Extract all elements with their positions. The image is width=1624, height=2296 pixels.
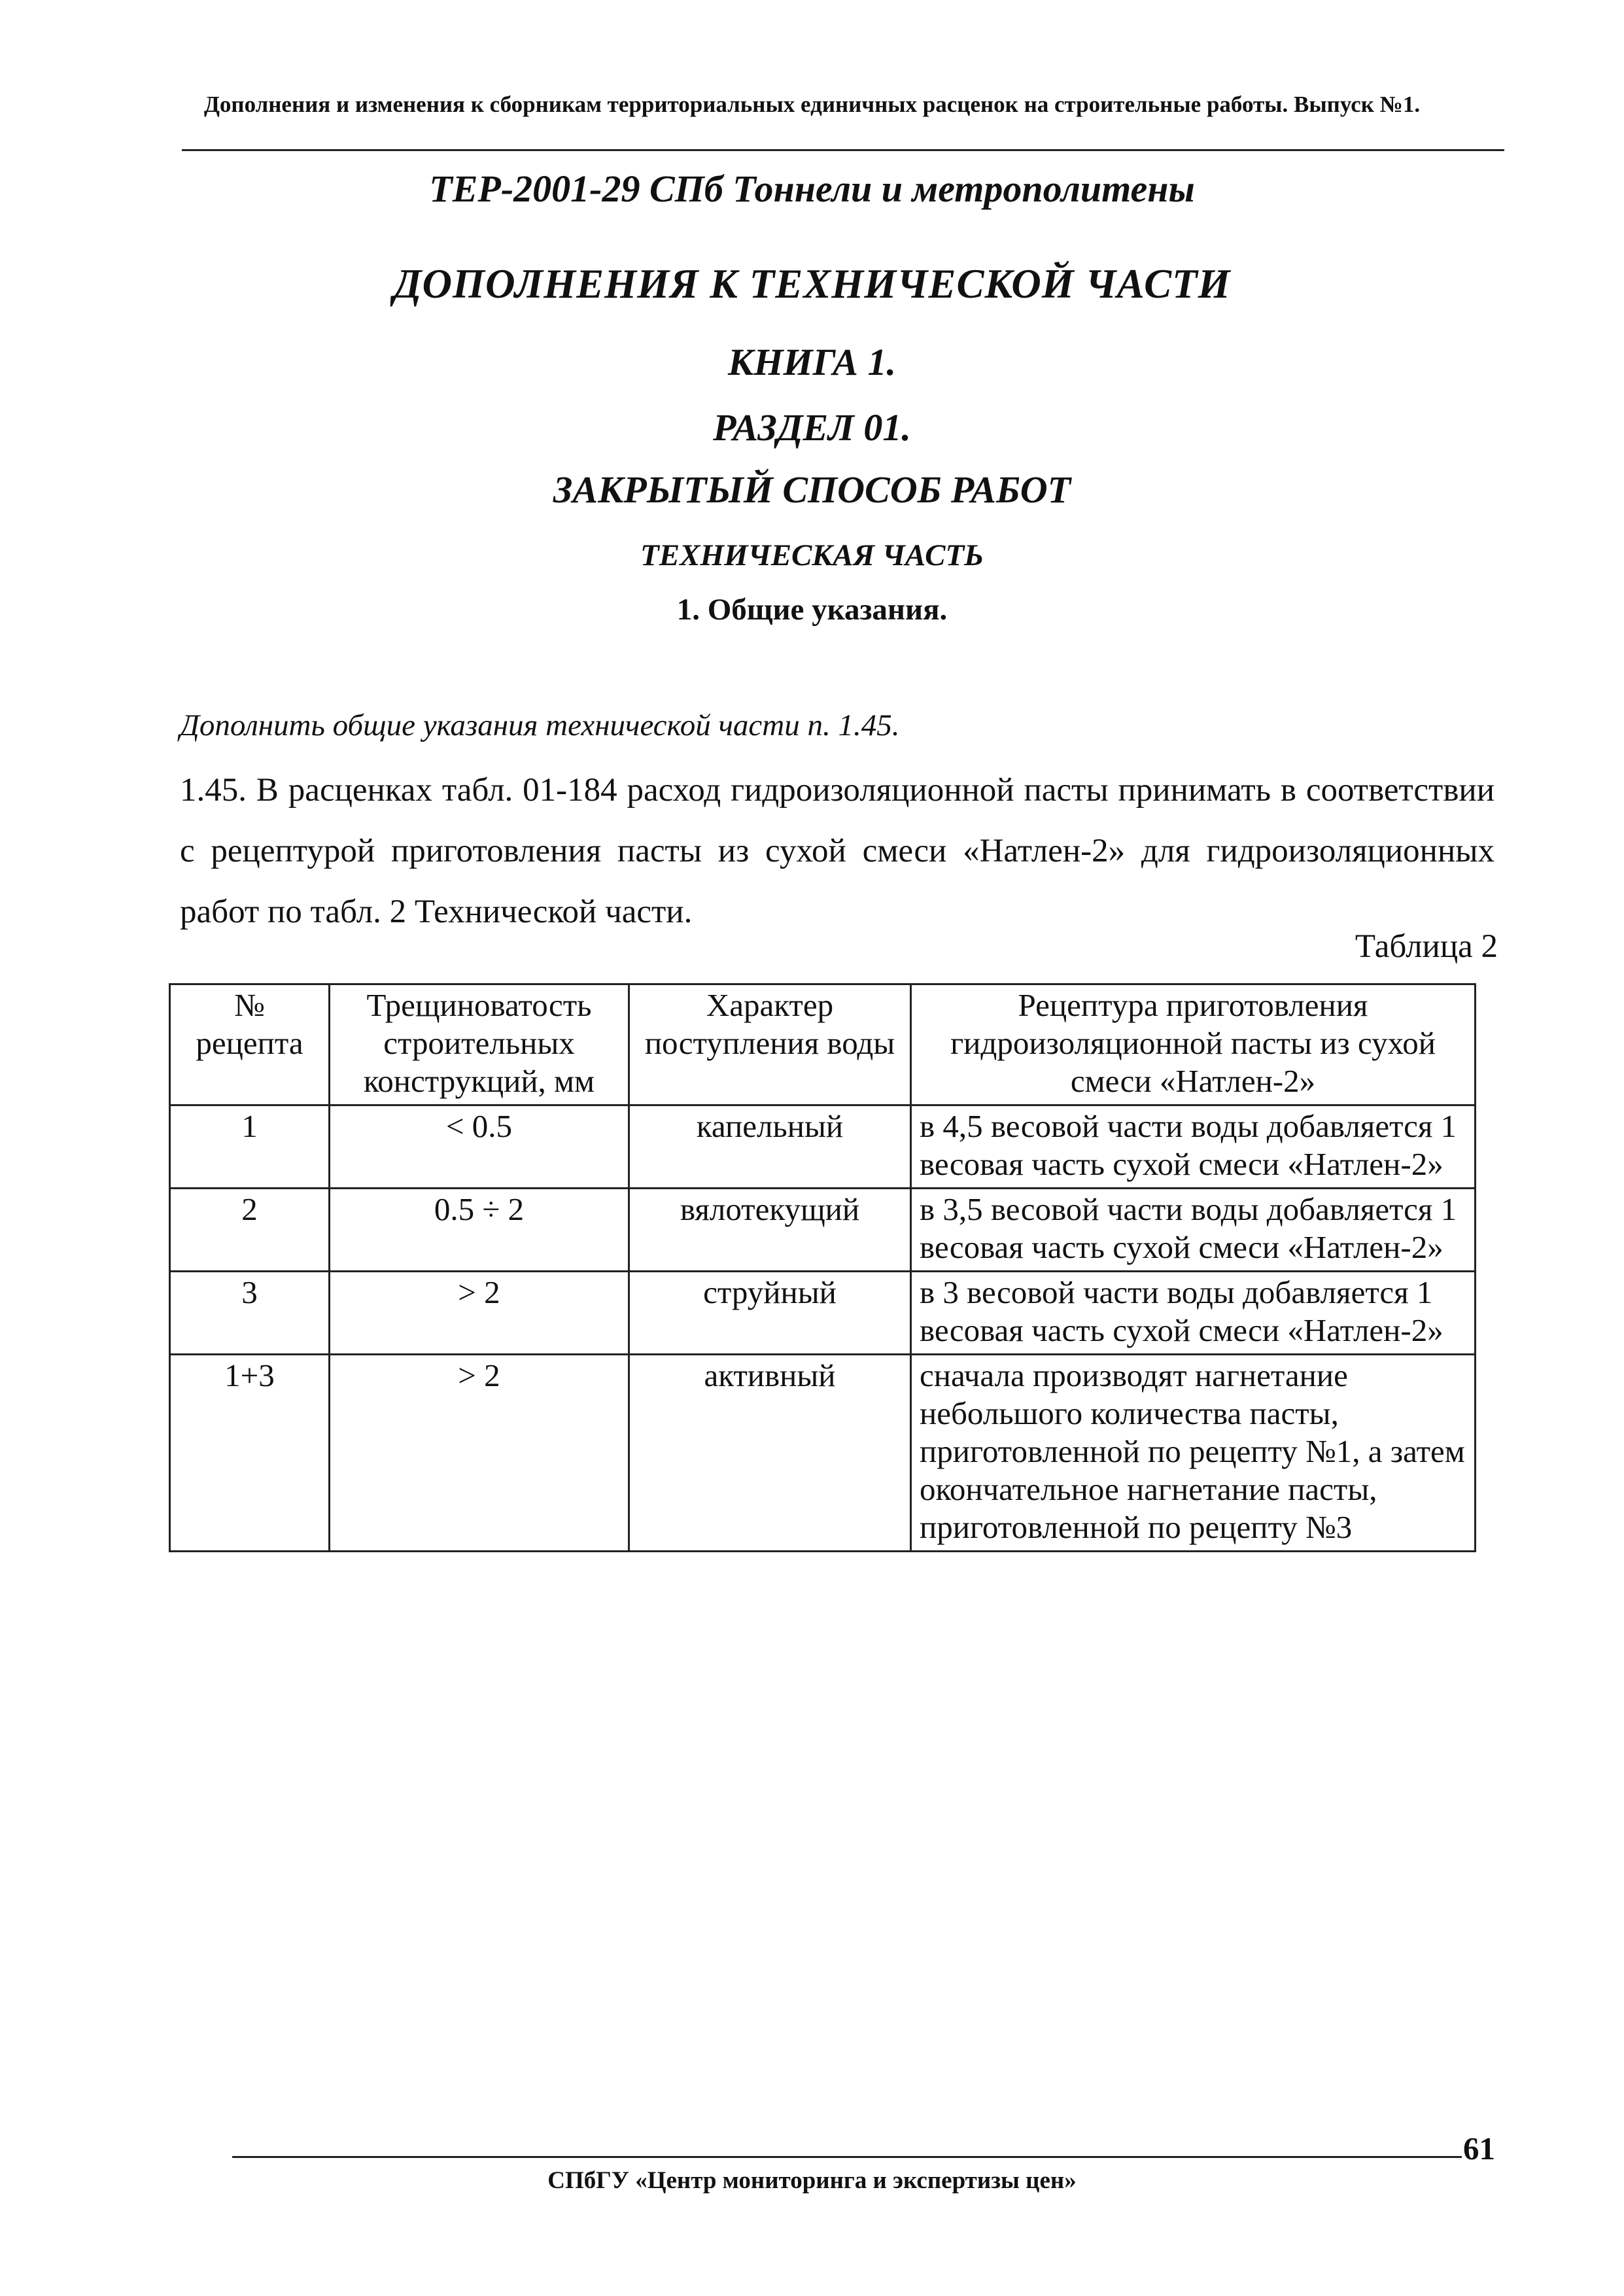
cell-recipe: в 4,5 весовой части воды добавляется 1 весовая часть сухой смеси «Натлен-2» <box>911 1105 1476 1189</box>
table-header-row <box>170 984 1476 1105</box>
intro-note: Дополнить общие указания технической части п. 1.45. <box>180 708 900 742</box>
footer-organization: СПбГУ «Центр мониторинга и экспертизы цен» <box>547 2167 1077 2194</box>
cell-fracturing: > 2 <box>330 1272 629 1355</box>
book-heading: КНИГА 1. <box>728 341 896 383</box>
cell-water-inflow: вялотекущий <box>629 1189 911 1272</box>
technical-part-heading: ТЕХНИЧЕСКАЯ ЧАСТЬ <box>640 538 984 572</box>
section-heading: РАЗДЕЛ 01. <box>713 406 911 449</box>
footer-divider <box>232 2156 1462 2158</box>
page-number: 61 <box>1463 2131 1495 2166</box>
cell-fracturing: < 0.5 <box>330 1105 629 1189</box>
cell-recipe-number: 1 <box>170 1105 330 1189</box>
table-row <box>170 1105 1476 1189</box>
cell-water-inflow: струйный <box>629 1272 911 1355</box>
header-recipe: Рецептура приготовления гидроизоляционной пасты из сухой смеси «Натлен-2» <box>911 984 1476 1105</box>
running-header: Дополнения и изменения к сборникам территориальных единичных расценок на строительные работы. Выпуск №1. <box>203 92 1421 117</box>
header-water-inflow: Характер поступления воды <box>629 984 911 1105</box>
additions-heading: ДОПОЛНЕНИЯ К ТЕХНИЧЕСКОЙ ЧАСТИ <box>393 261 1231 307</box>
cell-fracturing: > 2 <box>330 1355 629 1552</box>
cell-recipe-number: 1+3 <box>170 1355 330 1552</box>
general-instructions-heading: 1. Общие указания. <box>676 593 948 627</box>
cell-water-inflow: активный <box>629 1355 911 1552</box>
cell-recipe: в 3,5 весовой части воды добавляется 1 весовая часть сухой смеси «Натлен-2» <box>911 1189 1476 1272</box>
cell-recipe: в 3 весовой части воды добавляется 1 весовая часть сухой смеси «Натлен-2» <box>911 1272 1476 1355</box>
table-caption: Таблица 2 <box>1355 928 1498 965</box>
table-row <box>170 1272 1476 1355</box>
header-recipe-number: № рецепта <box>170 984 330 1105</box>
recipe-table <box>169 983 1476 1552</box>
cell-recipe-number: 2 <box>170 1189 330 1272</box>
header-divider <box>182 149 1504 151</box>
table-row <box>170 1355 1476 1552</box>
method-heading: ЗАКРЫТЫЙ СПОСОБ РАБОТ <box>553 468 1071 511</box>
collection-title: ТЕР-2001-29 СПб Тоннели и метрополитены <box>429 167 1195 210</box>
table-row <box>170 1189 1476 1272</box>
cell-water-inflow: капельный <box>629 1105 911 1189</box>
cell-recipe-number: 3 <box>170 1272 330 1355</box>
body-paragraph: 1.45. В расценках табл. 01-184 расход гидроизоляционной пасты принимать в соответствии с рецептурой приготовления пасты из сухой смеси «Натлен-2» для гидроизоляционных работ по табл. 2 Технической части. <box>180 772 1494 930</box>
cell-fracturing: 0.5 ÷ 2 <box>330 1189 629 1272</box>
cell-recipe: сначала производят нагнетание небольшого количества пасты, приготовленной по рецепту №1, а затем окончательное нагнетание пасты, приготовленной по рецепту №3 <box>911 1355 1476 1552</box>
header-fracturing: Трещиноватость строительных конструкций, мм <box>330 984 629 1105</box>
